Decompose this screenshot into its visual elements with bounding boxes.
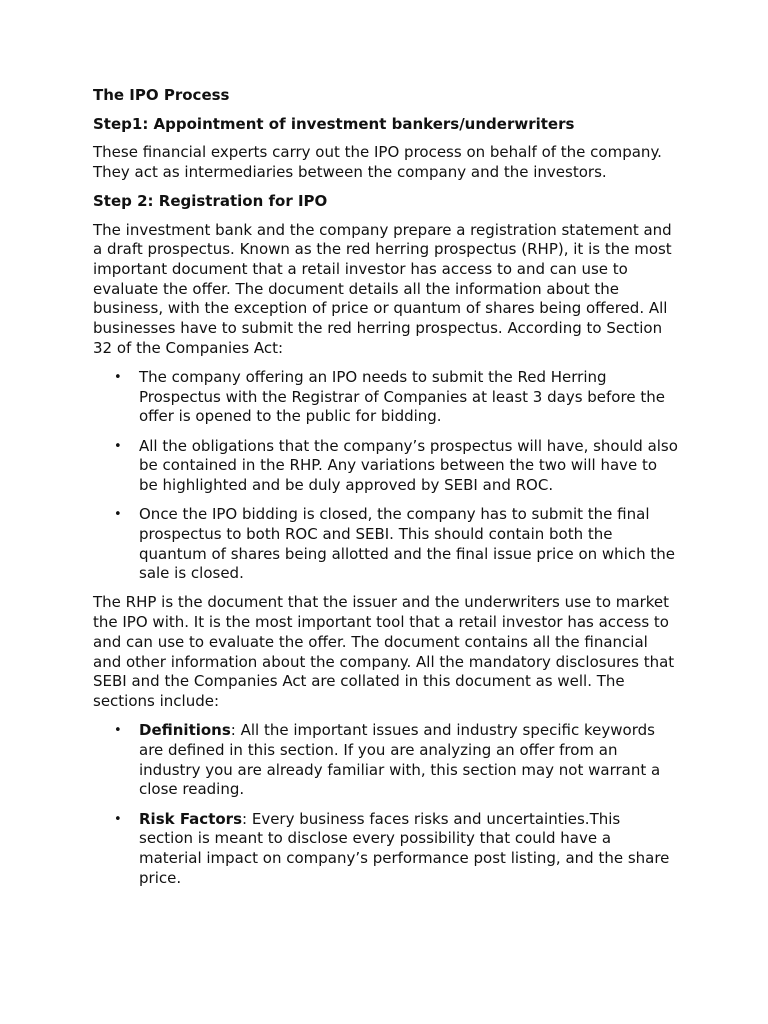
document-title: The IPO Process: [93, 86, 230, 104]
section-term: Risk Factors: [139, 809, 243, 828]
step2-heading: Step 2: Registration for IPO: [93, 192, 328, 211]
list-item: [93, 437, 678, 496]
list-item: [93, 368, 678, 427]
document-body: [93, 86, 678, 898]
bullet-icon: •: [114, 723, 122, 739]
companies-act-list: [93, 368, 678, 584]
rhp-sections-list: [93, 721, 678, 888]
section-term: Definitions: [139, 721, 231, 740]
section-description: : All the important issues and industry specific keywords are defined in this section. If you are analyzing an offer from an industry you are already familiar with, this section may not warrant a close reading.: [139, 721, 661, 799]
step1-paragraph: These financial experts carry out the IPO process on behalf of the company. They act as intermediaries between the company and the investors.: [93, 143, 662, 182]
step1-heading: Step1: Appointment of investment bankers/underwriters: [93, 115, 575, 134]
list-item-text: The company offering an IPO needs to submit the Red Herring Prospectus with the Registrar of Companies at least 3 days before the offer is opened to the public for bidding.: [139, 367, 665, 426]
list-item: [93, 810, 678, 889]
bullet-icon: •: [114, 507, 122, 523]
list-item: [93, 505, 678, 584]
list-item-text: Once the IPO bidding is closed, the company has to submit the final prospectus to both ROC and SEBI. This should contain both the quantum of shares being allotted and the final issue price on which the sale is closed.: [139, 505, 675, 583]
bullet-icon: •: [114, 438, 122, 454]
section-description: : Every business faces risks and uncertainties.This section is meant to disclose every possibility that could have a material impact on company’s performance post listing, and the share price.: [139, 809, 670, 887]
list-item-text: [139, 721, 660, 798]
step2-paragraph: The investment bank and the company prepare a registration statement and a draft prospectus. Known as the red herring prospectus (RHP), it is the most important document that a retail investor has access to and can use to evaluate the offer. The document details all the information about the business, with the exception of price or quantum of shares being offered. All businesses have to submit the red herring prospectus. According to Section 32 of the Companies Act:: [93, 220, 672, 357]
list-item-text: All the obligations that the company’s prospectus will have, should also be contained in the RHP. Any variations between the two will have to be highlighted and be duly approved by SEBI and ROC.: [139, 436, 678, 494]
bullet-icon: •: [114, 369, 122, 385]
list-item: [93, 721, 678, 800]
bullet-icon: •: [114, 811, 122, 827]
rhp-paragraph: The RHP is the document that the issuer and the underwriters use to market the IPO with. It is the most important tool that a retail investor has access to and can use to evaluate the offer. The document contains all the financial and other information about the company. All the mandatory disclosures that SEBI and the Companies Act are collated in this document as well. The sections include:: [93, 593, 675, 710]
list-item-text: [139, 810, 669, 887]
